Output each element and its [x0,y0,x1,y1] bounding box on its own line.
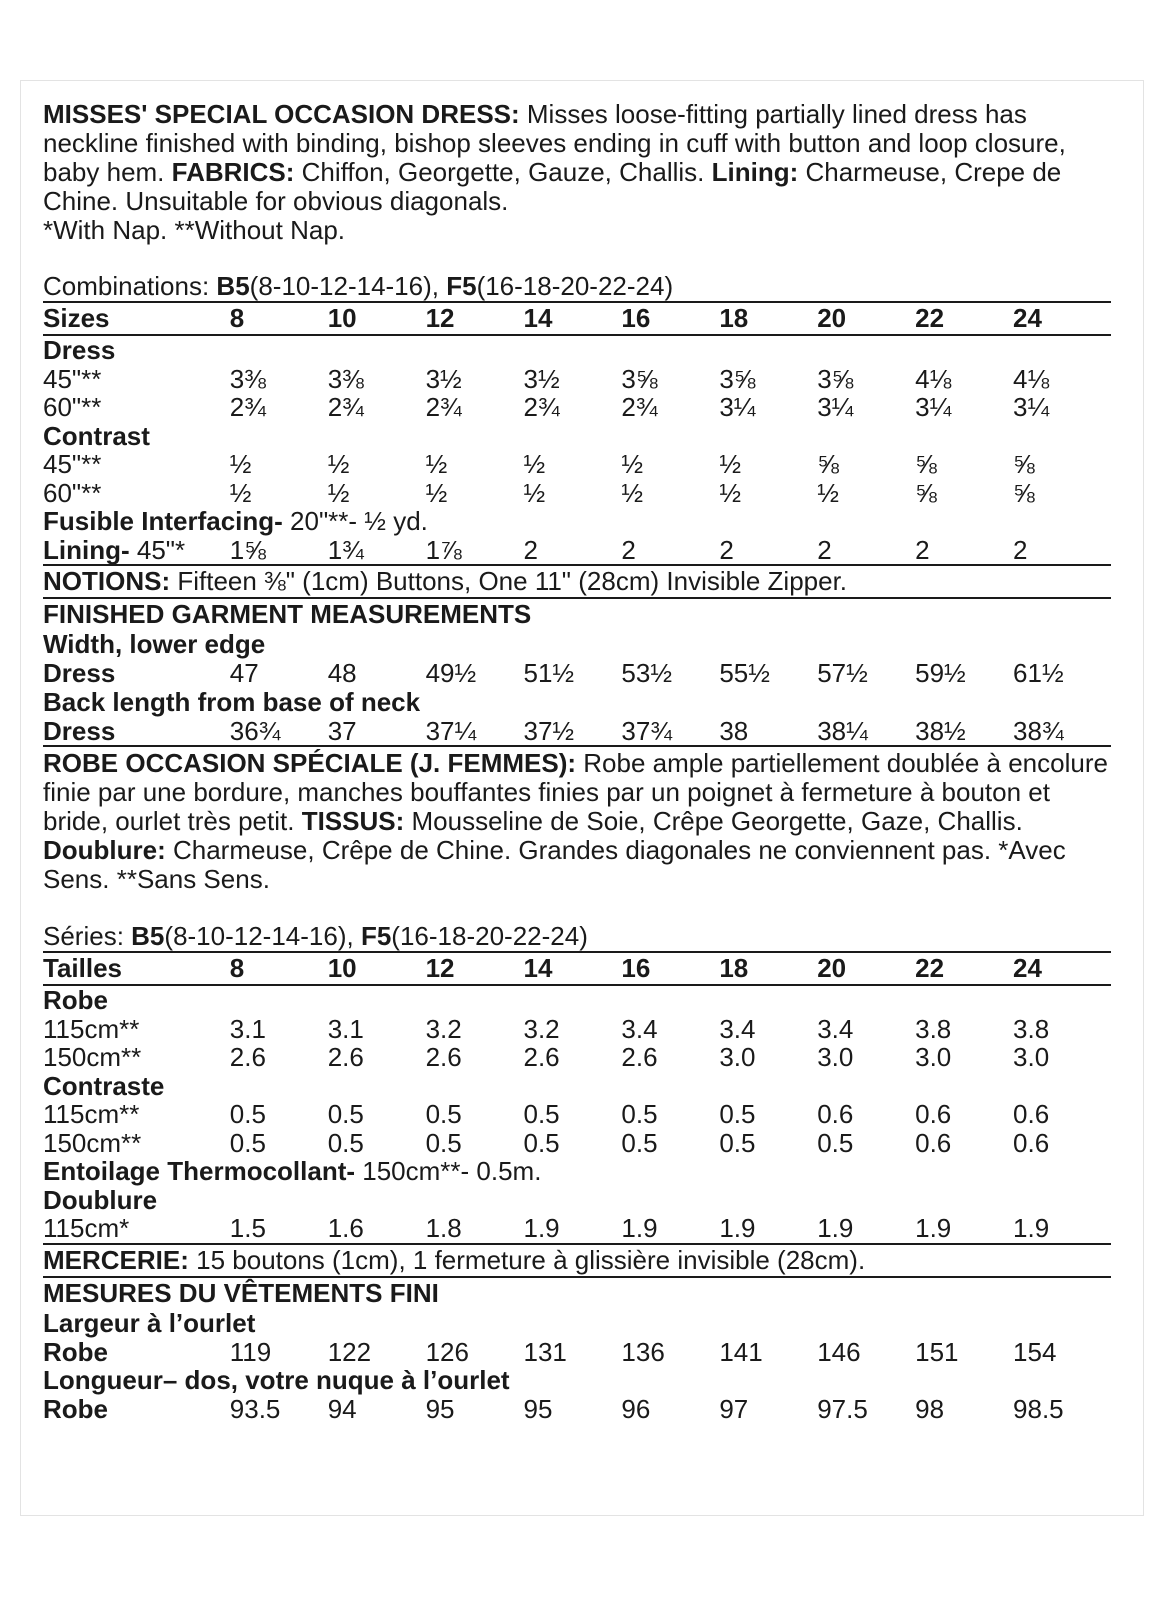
value-cell: 141 [719,1336,763,1367]
value-cell: 3½ [425,363,462,394]
en-back-label: Back length from base of neck [43,686,421,717]
fr-lining-heading: Doublure [43,1184,158,1215]
value-cell: ⅝ [915,449,937,479]
en-notions [43,564,1111,597]
fr-fabrics: Mousseline de Soie, Crêpe Georgette, Gaze, Challis. [404,806,1023,836]
en-desc: Misses loose-fitting partially lined dress has neckline finished with binding, bishop sleeves ending in cuff with button and loop closure, baby hem. [43,99,1066,187]
fr-contrast-heading-row [43,1072,1111,1101]
value-cell: 3.4 [817,1013,854,1044]
en-fabrics: Chiffon, Georgette, Gauze, Challis. [294,157,712,187]
value-cell: 3⅜ [327,363,364,394]
value-cell: 36¾ [229,715,281,746]
fr-combo-f5-sizes: (16-18-20-22-24) [391,921,588,951]
row-label: Robe [43,1336,108,1367]
row-label [43,536,230,565]
fr-combo-f5: F5 [360,921,392,951]
value-cell: 51½ [523,658,575,688]
size-cell: 12 [426,302,524,335]
value-cell: ½ [327,477,350,508]
value-cell: 4⅛ [915,363,952,394]
table-row [43,1395,1111,1424]
value-cell: ½ [621,449,644,479]
value-cell: 1.5 [229,1213,266,1243]
value-cell: 2¾ [327,392,364,422]
value-cell: 3.0 [719,1042,756,1072]
size-cell: 16 [621,952,719,985]
value-cell: 48 [327,658,357,688]
value-cell: ½ [719,477,741,508]
value-cell: 126 [425,1336,469,1367]
fr-fgm-title: MESURES DU VÊTEMENTS FINI [43,1277,439,1308]
row-label: 150cm** [43,1127,142,1158]
value-cell: 1.9 [915,1213,952,1243]
value-cell: 2 [523,534,538,565]
en-sizes-row [43,302,1111,335]
en-contrast-heading: Contrast [43,420,150,451]
row-label: 115cm* [43,1213,130,1243]
value-cell: 0.5 [621,1099,658,1129]
value-cell: 2 [915,534,930,565]
value-cell: 3⅝ [621,363,658,394]
value-cell: 3⅝ [719,363,756,394]
value-cell: 136 [621,1336,665,1367]
value-cell: 1.9 [523,1213,560,1243]
value-cell: 0.5 [621,1127,658,1158]
en-lining-row [43,536,1111,565]
fr-notions [43,1243,1111,1276]
value-cell: 2.6 [621,1042,658,1072]
row-label: 60"** [43,477,102,508]
value-cell: 1.9 [719,1213,756,1243]
value-cell: ⅝ [1013,449,1035,479]
row-label: Dress [43,658,116,688]
value-cell: 1¾ [327,534,364,565]
value-cell: 1.8 [425,1213,462,1243]
size-cell: 24 [1013,952,1111,985]
en-description [43,100,1111,245]
fr-notions-text: 15 boutons (1cm), 1 fermeture à glissière invisible (28cm). [188,1244,866,1275]
table-row [43,1100,1111,1129]
value-cell: 0.5 [523,1127,560,1158]
size-cell: 24 [1013,302,1111,335]
value-cell: 38¾ [1013,715,1064,746]
row-label: 45"** [43,363,102,394]
value-cell: 3⅝ [817,363,854,394]
size-cell: 8 [230,952,328,985]
value-cell: 2.6 [229,1042,266,1072]
value-cell: 95 [425,1394,455,1424]
value-cell: 3.1 [327,1013,364,1044]
value-cell: 0.5 [229,1099,266,1129]
en-contrast-heading-row [43,422,1111,451]
en-lining-row-label: Lining- [43,534,130,565]
fr-width-label: Largeur à l’ourlet [43,1307,256,1338]
value-cell: 3¼ [915,392,952,422]
en-width-label: Width, lower edge [43,629,266,659]
table-row [43,1015,1111,1044]
en-back-table [43,717,1111,746]
value-cell: 98.5 [1013,1394,1064,1424]
value-cell: 119 [229,1336,272,1367]
fr-back-table [43,1395,1111,1424]
en-width-table [43,659,1111,688]
value-cell: 2¾ [621,392,658,422]
size-cell: 18 [719,952,817,985]
value-cell: 0.5 [817,1127,854,1158]
value-cell: 0.6 [817,1099,854,1129]
value-cell: 1.6 [327,1213,364,1243]
en-dress-heading-row [43,335,1111,365]
row-label: 115cm** [43,1013,140,1044]
fr-fabrics-label: TISSUS: [301,806,405,836]
value-cell: ½ [229,449,252,479]
value-cell: ½ [719,449,741,479]
value-cell: 2¾ [523,392,560,422]
value-cell: 0.6 [915,1127,952,1158]
table-row [43,1129,1111,1158]
en-nap-note: *With Nap. **Without Nap. [43,215,346,245]
row-label: Robe [43,1394,108,1424]
value-cell: 2.6 [327,1042,364,1072]
fr-combo-label: Séries: [43,921,132,951]
fr-combinations [43,922,1111,951]
value-cell: 53½ [621,658,673,688]
fr-desc: Robe ample partiellement doublée à encolure finie par une bordure, manches bouffantes finies par un poignet à fermeture à bouton et bride, ourlet très petit. [43,748,1108,836]
en-combinations [43,272,1111,301]
table-row [43,1338,1111,1367]
fr-notions-label: MERCERIE: [43,1244,189,1275]
value-cell: 0.5 [327,1099,364,1129]
value-cell: 131 [523,1336,567,1367]
row-label: 45"** [43,449,102,479]
fr-lining-label: Doublure: [43,835,166,865]
fr-dress-heading-row [43,985,1111,1015]
size-cell: 22 [915,302,1013,335]
table-row [43,393,1111,422]
value-cell: 0.5 [523,1099,560,1129]
en-combo-b5-sizes: (8-10-12-14-16), [249,271,447,301]
value-cell: 37¼ [425,715,477,746]
value-cell: 1.9 [817,1213,854,1243]
en-combo-f5: F5 [446,271,477,301]
size-cell: 16 [621,302,719,335]
value-cell: ½ [817,477,839,508]
value-cell: 2¾ [425,392,462,422]
en-sizes-label: Sizes [43,302,230,335]
value-cell: 38 [719,715,749,746]
table-row [43,659,1111,688]
value-cell: 2 [1013,534,1028,565]
value-cell: 1⅞ [425,534,462,565]
value-cell: 37¾ [621,715,673,746]
en-yardage-table [43,301,1111,564]
value-cell: 146 [817,1336,861,1367]
value-cell: 96 [621,1394,651,1424]
en-fgm-section [43,597,1111,745]
value-cell: 0.5 [719,1127,756,1158]
fr-dress-heading: Robe [43,985,108,1015]
en-notions-text: Fifteen ⅜" (1cm) Buttons, One 11" (28cm) Invisible Zipper. [170,566,848,596]
fr-section [43,745,1111,894]
value-cell: 47 [229,658,259,688]
value-cell: 3.0 [1013,1042,1050,1072]
size-cell: 8 [230,302,328,335]
value-cell: ½ [523,477,546,508]
value-cell: 38¼ [817,715,868,746]
value-cell: 94 [327,1394,357,1424]
fr-fusible-value: 150cm**- 0.5m. [355,1156,542,1186]
value-cell: 2.6 [425,1042,462,1072]
value-cell: 59½ [915,658,966,688]
value-cell: 3.1 [229,1013,266,1044]
value-cell: ½ [621,477,644,508]
value-cell: ½ [523,449,546,479]
value-cell: 3.0 [915,1042,952,1072]
value-cell: 1.9 [621,1213,658,1243]
value-cell: 154 [1013,1336,1057,1367]
value-cell: ⅝ [817,449,839,479]
value-cell: 1⅝ [229,534,266,565]
value-cell: 0.6 [915,1099,952,1129]
value-cell: 2.6 [523,1042,560,1072]
fr-lining: Charmeuse, Crêpe de Chine. Grandes diagonales ne conviennent pas. *Avec Sens. **Sans Sens. [43,835,1066,894]
fr-back-label: Longueur– dos, votre nuque à l’ourlet [43,1365,510,1395]
value-cell: 0.5 [425,1099,462,1129]
value-cell: 3½ [523,363,560,394]
table-row [43,450,1111,479]
en-title: MISSES' SPECIAL OCCASION DRESS: [43,99,520,129]
en-combo-b5: B5 [216,271,250,301]
value-cell: 3.8 [1013,1013,1050,1044]
size-cell: 22 [915,952,1013,985]
value-cell: 93.5 [229,1394,281,1424]
table-row [43,479,1111,508]
size-cell: 20 [817,302,915,335]
value-cell: 2 [621,534,636,565]
value-cell: 151 [915,1336,959,1367]
fr-combo-b5-sizes: (8-10-12-14-16), [164,921,361,951]
en-dress-heading: Dress [43,335,116,365]
en-combo-label: Combinations: [43,271,217,301]
value-cell: ⅝ [1013,477,1035,508]
en-fusible-label: Fusible Interfacing- [43,506,283,536]
value-cell: 4⅛ [1013,363,1050,394]
value-cell: 0.5 [229,1127,266,1158]
value-cell: 3.0 [817,1042,854,1072]
value-cell: 2¾ [229,392,266,422]
table-row [43,1214,1111,1243]
value-cell: 57½ [817,658,868,688]
fr-contrast-heading: Contraste [43,1070,165,1101]
fr-sizes-row [43,952,1111,985]
value-cell: 3.4 [621,1013,658,1044]
row-label: 115cm** [43,1099,140,1129]
row-label: Dress [43,715,116,746]
fr-sizes-label: Tailles [43,952,230,985]
table-row [43,717,1111,746]
value-cell: 38½ [915,715,966,746]
value-cell: 37½ [523,715,575,746]
value-cell: 61½ [1013,658,1064,688]
value-cell: 3.8 [915,1013,952,1044]
value-cell: 0.6 [1013,1127,1050,1158]
value-cell: 49½ [425,658,477,688]
value-cell: 3¼ [719,392,756,422]
value-cell: 122 [327,1336,372,1367]
fr-yardage-table [43,951,1111,1243]
en-lining: Charmeuse, Crepe de Chine. Unsuitable for obvious diagonals. [43,157,1062,216]
value-cell: 2 [817,534,832,565]
value-cell: 3.4 [719,1013,756,1044]
size-cell: 12 [426,952,524,985]
size-cell: 14 [524,952,622,985]
value-cell: 3.2 [523,1013,560,1044]
value-cell: 1.9 [1013,1213,1050,1243]
fr-description [43,749,1111,894]
fr-combo-b5: B5 [131,921,165,951]
value-cell: ½ [229,477,252,508]
fr-fgm-section [43,1276,1111,1424]
value-cell: 97.5 [817,1394,868,1424]
value-cell: 0.5 [327,1127,364,1158]
value-cell: 3¼ [1013,392,1050,422]
value-cell: 3¼ [817,392,854,422]
value-cell: 3⅜ [229,363,266,394]
value-cell: ½ [327,449,350,479]
value-cell: 0.6 [1013,1099,1050,1129]
size-cell: 20 [817,952,915,985]
value-cell: 0.5 [719,1099,756,1129]
size-cell: 10 [328,302,426,335]
en-fusible-row [43,507,1111,536]
size-cell: 10 [328,952,426,985]
en-fabrics-label: FABRICS: [171,157,295,187]
en-lining-row-width: 45"* [129,534,186,565]
en-combo-f5-sizes: (16-18-20-22-24) [476,271,674,301]
fr-width-table [43,1338,1111,1367]
value-cell: 55½ [719,658,770,688]
value-cell: ½ [425,449,448,479]
value-cell: 37 [327,715,357,746]
row-label: 150cm** [43,1042,142,1072]
en-fgm-title: FINISHED GARMENT MEASUREMENTS [43,599,532,629]
fr-fusible-label: Entoilage Thermocollant- [43,1156,356,1186]
en-fusible-value: 20"**- ½ yd. [282,506,428,536]
value-cell: 95 [523,1394,553,1424]
size-cell: 14 [524,302,622,335]
table-row [43,1043,1111,1072]
fr-lining-heading-row [43,1186,1111,1215]
value-cell: 0.5 [425,1127,462,1158]
en-lining-label: Lining: [711,157,799,187]
table-row [43,365,1111,394]
value-cell: 98 [915,1394,945,1424]
fr-title: ROBE OCCASION SPÉCIALE (J. FEMMES): [43,748,577,778]
size-cell: 18 [719,302,817,335]
row-label: 60"** [43,392,102,422]
pattern-envelope-back [43,100,1111,1424]
value-cell: 2 [719,534,734,565]
fr-fusible-row [43,1157,1111,1186]
value-cell: 3.2 [425,1013,462,1044]
value-cell: ⅝ [915,477,937,508]
value-cell: 97 [719,1394,749,1424]
en-notions-label: NOTIONS: [43,566,171,596]
value-cell: ½ [425,477,448,508]
